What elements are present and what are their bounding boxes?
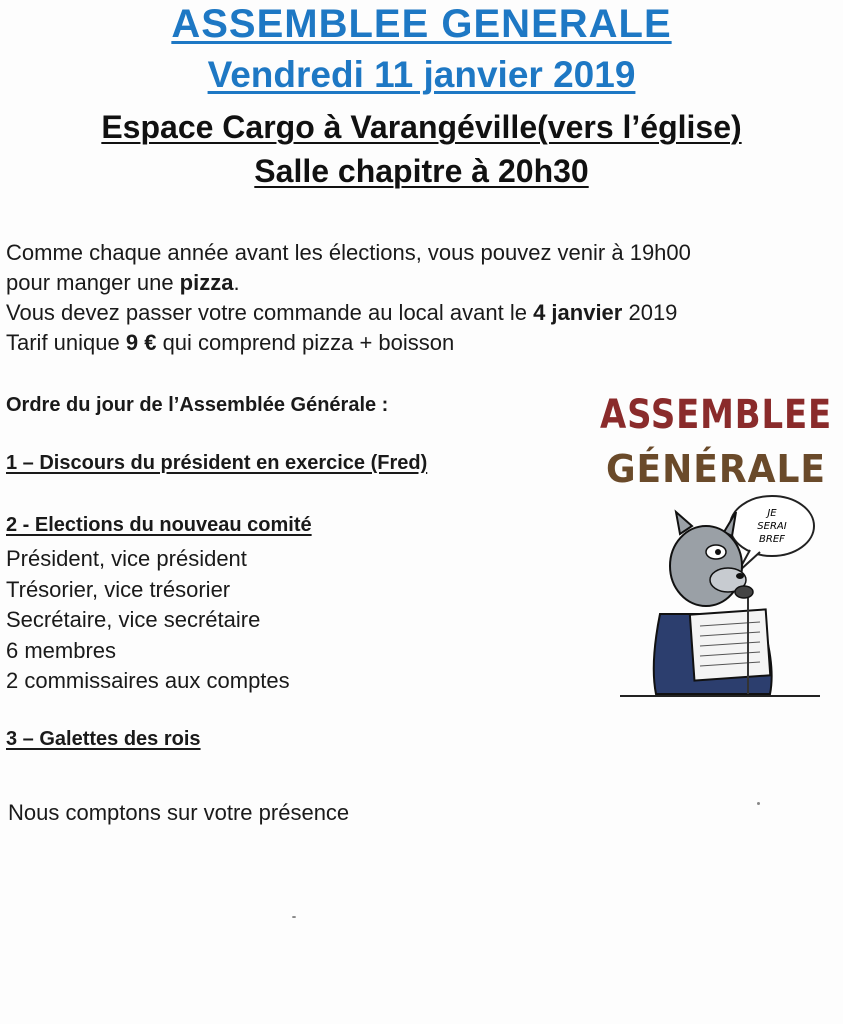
title-place: Espace Cargo à Varangéville(vers l’église) xyxy=(101,109,742,145)
intro-line-3: Vous devez passer votre commande au local avant le 4 janvier 2019 xyxy=(6,300,678,325)
bubble-line-2: SERAI xyxy=(757,521,787,532)
bubble-line-3: BREF xyxy=(759,534,785,545)
title-room-time: Salle chapitre à 20h30 xyxy=(254,153,589,189)
title-assemblee: ASSEMBLEE GENERALE xyxy=(171,2,672,46)
logo-line-2: GÉNÉRALE xyxy=(606,447,826,491)
list-item: Secrétaire, vice secrétaire xyxy=(6,607,261,632)
closing-text: Nous comptons sur votre présence xyxy=(8,800,350,825)
agenda-item-2-details xyxy=(6,544,290,697)
list-item: 2 commissaires aux comptes xyxy=(6,668,290,693)
assemblee-generale-logo xyxy=(592,388,842,492)
cat-speaker-illustration xyxy=(620,494,820,704)
agenda-item-2: 2 - Elections du nouveau comité xyxy=(6,514,312,536)
list-item: Président, vice président xyxy=(6,546,247,571)
list-item: 6 membres xyxy=(6,637,117,663)
agenda-heading: Ordre du jour de l’Assemblée Générale : xyxy=(6,394,389,416)
intro-line-1: Comme chaque année avant les élections, vous pouvez venir à 19h00 xyxy=(6,240,691,265)
intro-paragraph xyxy=(6,238,691,358)
title-date: Vendredi 11 janvier 2019 xyxy=(207,54,636,95)
bubble-line-1: JE xyxy=(767,508,777,519)
intro-line-2: pour manger une pizza. xyxy=(6,270,240,295)
logo-line-1: ASSEMBLEE xyxy=(600,392,832,438)
agenda-item-1: 1 – Discours du président en exercice (Fred) xyxy=(6,452,428,474)
agenda-item-3: 3 – Galettes des rois xyxy=(6,728,201,750)
papers-stack xyxy=(690,609,770,680)
list-item: Trésorier, vice trésorier xyxy=(6,576,231,602)
scan-speckle xyxy=(757,802,760,805)
intro-line-4: Tarif unique 9 € qui comprend pizza + boisson xyxy=(6,330,455,355)
scan-speckle xyxy=(292,916,296,918)
